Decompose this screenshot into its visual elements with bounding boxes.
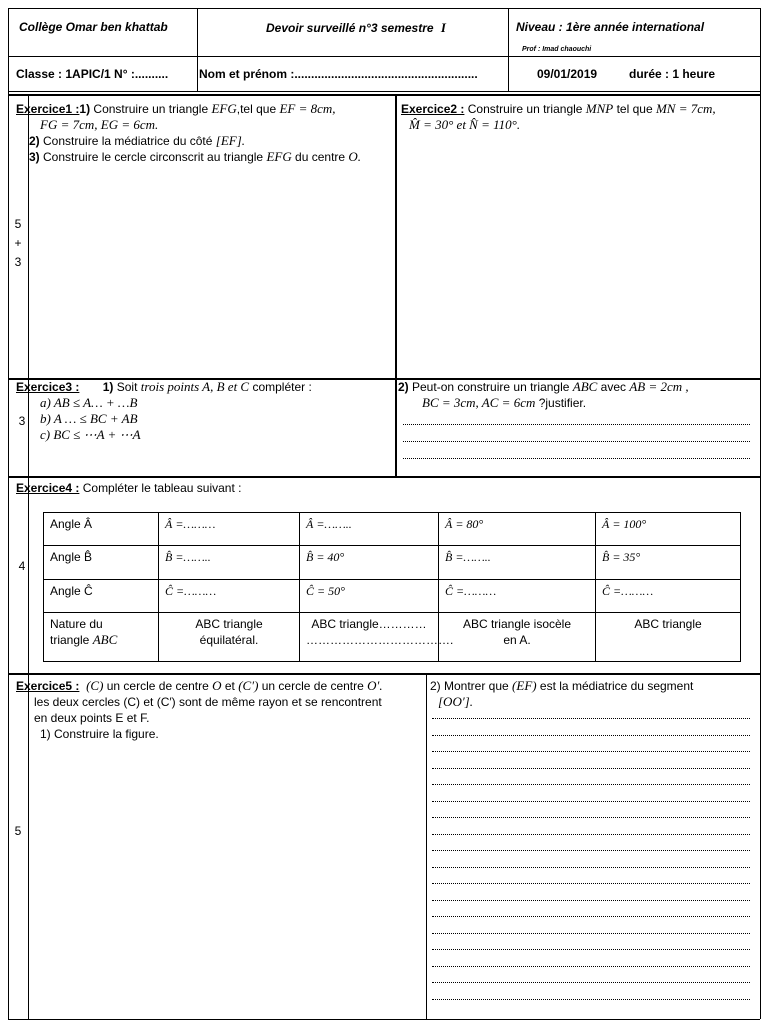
exercise-4-heading: Exercice4 : Compléter le tableau suivant : <box>16 481 242 495</box>
table-cell: Ĉ = 50° <box>300 580 439 613</box>
answer-line[interactable] <box>432 867 750 868</box>
exercise-2: Exercice2 : Construire un triangle MNP tel que MN = 7cm, M̂ = 30° et N̂ = 110°. <box>401 101 716 132</box>
level-label: Niveau : 1ère année international <box>516 20 705 34</box>
answer-line[interactable] <box>403 458 750 459</box>
table-cell[interactable]: Ĉ =……… <box>439 580 596 613</box>
exam-date: 09/01/2019 <box>537 67 598 81</box>
table-cell[interactable]: ABC triangle………… ………………………………. <box>300 613 439 662</box>
table-cell[interactable]: ABC triangle <box>596 613 741 662</box>
exercise-5-part1: Exercice5 : (C) un cercle de centre O et (C′) un cercle de centre O′. les deux cercles (C) et (C′) sont de même rayon et se rencontrent en deux points E et F. 1) Construire la figure. <box>16 678 383 741</box>
answer-line[interactable] <box>432 850 750 851</box>
table-cell: Angle B̂ <box>44 546 159 580</box>
table-cell[interactable]: Â =…….. <box>300 513 439 546</box>
table-cell[interactable]: B̂ =…….. <box>159 546 300 580</box>
table-cell: Nature du triangle ABC <box>44 613 159 662</box>
exercise-5-part2: 2) Montrer que (EF) est la médiatrice du segment [OO′]. <box>430 678 694 709</box>
table-cell: Â = 100° <box>596 513 741 546</box>
school-name: Collège Omar ben khattab <box>19 20 168 34</box>
exam-title: Devoir surveillé n°3 semestre I <box>266 20 446 35</box>
exercise-3-title: Exercice3 : <box>16 380 80 394</box>
answer-line[interactable] <box>432 735 750 736</box>
answer-line[interactable] <box>432 999 750 1000</box>
table-cell: Angle Ĉ <box>44 580 159 613</box>
prof-name: Prof : Imad chaouchi <box>522 46 592 53</box>
answer-line[interactable] <box>432 801 750 802</box>
answer-line[interactable] <box>403 441 750 442</box>
table-cell[interactable]: B̂ =…….. <box>439 546 596 580</box>
table-cell: ABC triangle équilatéral. <box>159 613 300 662</box>
answer-line[interactable] <box>432 883 750 884</box>
answer-line[interactable] <box>432 751 750 752</box>
exercise-3-part2: 2) Peut-on construire un triangle ABC avec AB = 2cm , BC = 3cm, AC = 6cm ?justifier. <box>398 379 689 410</box>
table-cell: B̂ = 40° <box>300 546 439 580</box>
answer-line[interactable] <box>432 900 750 901</box>
table-row <box>44 546 741 580</box>
table-cell[interactable]: Â =……… <box>159 513 300 546</box>
answer-line[interactable] <box>432 834 750 835</box>
exercise-2-title: Exercice2 : <box>401 102 465 116</box>
exercise-1: Exercice1 :1) Construire un triangle EFG,tel que EF = 8cm, FG = 7cm, EG = 6cm. 2) Construire la médiatrice du côté [EF]. 3) Construire le cercle circonscrit au triangle EFG du centre O. <box>16 101 362 164</box>
answer-line[interactable] <box>403 424 750 425</box>
answer-line[interactable] <box>432 966 750 967</box>
angles-table <box>43 512 741 662</box>
class-field[interactable]: Classe : 1APIC/1 N° :.......... <box>16 67 169 81</box>
exam-duration: durée : 1 heure <box>629 67 716 81</box>
table-row <box>44 613 741 662</box>
exercise-4-title: Exercice4 : <box>16 481 80 495</box>
answer-line[interactable] <box>432 949 750 950</box>
student-name-field[interactable]: Nom et prénom :....................................................... <box>199 67 478 81</box>
score-block1: 5 + 3 <box>14 217 22 269</box>
table-cell: Angle Â <box>44 513 159 546</box>
exercise-1-title: Exercice1 : <box>16 102 80 116</box>
table-row <box>44 513 741 546</box>
table-cell[interactable]: Ĉ =……… <box>159 580 300 613</box>
answer-line[interactable] <box>432 982 750 983</box>
table-cell: B̂ = 35° <box>596 546 741 580</box>
answer-line[interactable] <box>432 933 750 934</box>
score-block2: 3 <box>18 414 26 428</box>
exercise-3-part1: Exercice3 : 1) Soit trois points A, B et C compléter : a) AB ≤ A… + …B b) A … ≤ BC + AB c) BC ≤ ⋯A + ⋯A <box>16 379 312 442</box>
table-cell[interactable]: Ĉ =……… <box>596 580 741 613</box>
answer-line[interactable] <box>432 916 750 917</box>
table-cell: Â = 80° <box>439 513 596 546</box>
answer-line[interactable] <box>432 768 750 769</box>
table-row <box>44 580 741 613</box>
score-block3: 4 <box>18 559 26 573</box>
exercise-5-title: Exercice5 : <box>16 679 80 693</box>
table-cell: ABC triangle isocèle en A. <box>439 613 596 662</box>
answer-line[interactable] <box>432 784 750 785</box>
answer-line[interactable] <box>432 817 750 818</box>
score-block4: 5 <box>14 824 22 838</box>
answer-line[interactable] <box>432 718 750 719</box>
